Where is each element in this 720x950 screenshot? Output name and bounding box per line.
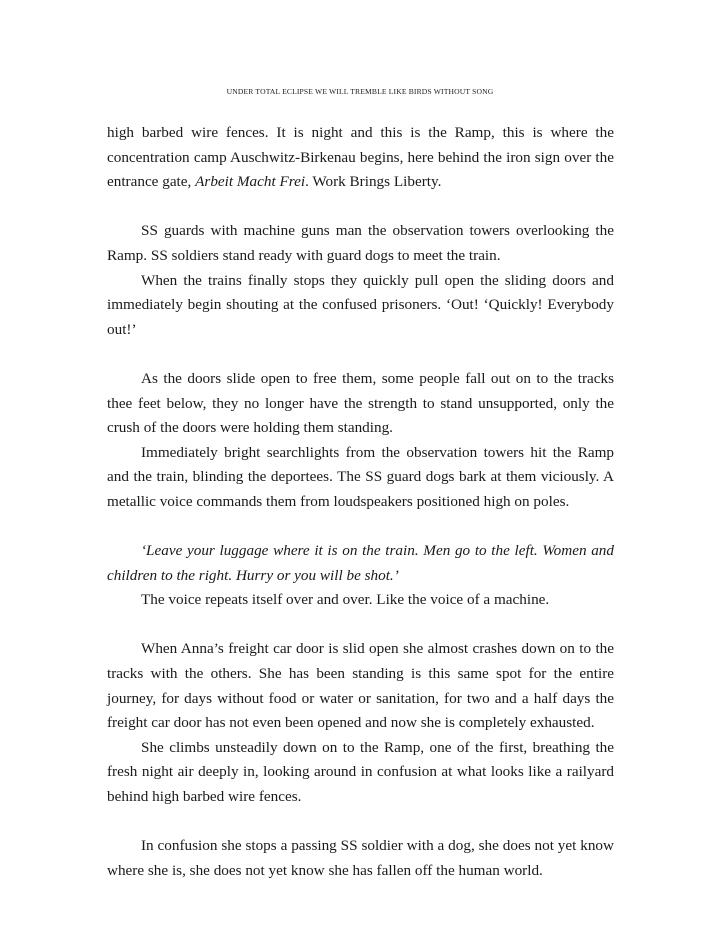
paragraph-2: SS guards with machine guns man the observation towers overlooking the Ramp. SS soldiers stand ready with guard dogs to meet the train. [107, 222, 614, 264]
paragraph-7: The voice repeats itself over and over. Like the voice of a machine. [141, 591, 550, 609]
paragraph-6-quote: ‘Leave your luggage where it is on the train. Men go to the left. Women and children to the right. Hurry or you will be shot.’ [107, 542, 614, 584]
paragraph-4: As the doors slide open to free them, some people fall out on to the tracks thee feet below, they no longer have the strength to stand unsupported, only the crush of the doors were holding them standing. [107, 369, 614, 437]
paragraph-1-italic-phrase: Arbeit Macht Frei [195, 173, 306, 191]
paragraph-3: When the trains finally stops they quickly pull open the sliding doors and immediately begin shouting at the confused prisoners. ‘Out! ‘Quickly! Everybody out!’ [107, 271, 614, 338]
paragraph-9: She climbs unsteadily down on to the Ramp, one of the first, breathing the fresh night air deeply in, looking around in confusion at what looks like a railyard behind high barbed wire fences. [107, 738, 614, 806]
paragraph-5: Immediately bright searchlights from the observation towers hit the Ramp and the train, blinding the deportees. The SS guard dogs bark at them viciously. A metallic voice commands them from loudspeakers positioned high on poles. [107, 443, 614, 510]
paragraph-1-part-b: . Work Brings Liberty. [305, 173, 442, 191]
running-header: UNDER TOTAL ECLIPSE WE WILL TREMBLE LIKE BIRDS WITHOUT SONG [226, 87, 494, 96]
body-text [107, 121, 614, 883]
paragraph-10: In confusion she stops a passing SS soldier with a dog, she does not yet know where she is, she does not yet know she has fallen off the human world. [107, 837, 614, 879]
paragraph-8: When Anna’s freight car door is slid open she almost crashes down on to the tracks with the others. She has been standing is this same spot for the entire journey, for days without food or water or sanitation, for two and a half days the freight car door has not even been opened and now she is completely exhausted. [107, 640, 614, 732]
paragraph-1-part-a: high barbed wire fences. It is night and this is the Ramp, this is where the concentration camp Auschwitz-Birkenau begins, here behind the iron sign over the entrance gate, [107, 124, 614, 191]
paragraph-1 [107, 121, 614, 195]
